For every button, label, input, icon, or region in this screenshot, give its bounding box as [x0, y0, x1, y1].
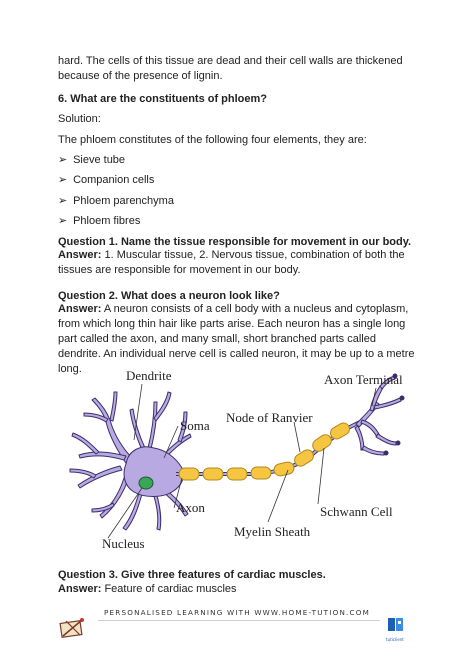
- myelin-segment: [251, 467, 271, 479]
- solution-label: Solution:: [58, 113, 101, 125]
- axon-terminal-branches: [355, 376, 401, 455]
- label-axon-terminal: Axon Terminal: [324, 372, 403, 387]
- label-myelin-sheath: Myelin Sheath: [234, 524, 311, 539]
- answer-label: Answer:: [58, 249, 102, 261]
- list-item: [58, 194, 174, 208]
- home-tution-logo-icon: [58, 616, 88, 640]
- neuron-diagram: [58, 362, 416, 558]
- myelin-segment: [227, 468, 247, 480]
- list-item-text: Companion cells: [73, 174, 155, 186]
- label-soma: Soma: [180, 418, 210, 433]
- heading-question-1: Question 1. Name the tissue responsible for movement in our body.: [58, 236, 412, 248]
- arrow-bullet-icon: ➢: [58, 174, 68, 186]
- myelin-segment: [203, 468, 223, 480]
- label-schwann-cell: Schwann Cell: [320, 504, 393, 519]
- answer-text: Feature of cardiac muscles: [101, 583, 237, 595]
- tuition-brand-icon: [386, 616, 406, 634]
- label-dendrite: Dendrite: [126, 368, 172, 383]
- list-item-text: Phloem fibres: [73, 215, 141, 227]
- footer-text: PERSONALISED LEARNING WITH WWW.HOME-TUTION.COM: [104, 608, 370, 617]
- answer-label: Answer:: [58, 583, 102, 595]
- answer-question-3: [58, 582, 420, 597]
- answer-text: 1. Muscular tissue, 2. Nervous tissue, combination of both the tissues are responsible for movement in our body.: [58, 249, 405, 276]
- answer-label: Answer:: [58, 303, 102, 315]
- tuition-brand-caption: tuticlient: [386, 637, 404, 642]
- neuron-cell-body-group: [70, 392, 191, 530]
- paragraph-lignin: hard. The cells of this tissue are dead and their cell walls are thickened because of the presence of lignin.: [58, 55, 403, 82]
- paragraph-phloem-intro: The phloem constitutes of the following four elements, they are:: [58, 134, 367, 146]
- answer-text: A neuron consists of a cell body with a nucleus and cytoplasm, from which long thin hair like parts arise. Each neuron has a single long part called the axon, and many small, short branched parts called dendrite. An individual nerve cell is called neuron, it may be up to a metre long.: [58, 303, 415, 375]
- label-node-of-ranvier: Node of Ranvier: [226, 410, 313, 425]
- list-item-text: Sieve tube: [73, 154, 126, 166]
- arrow-bullet-icon: ➢: [58, 215, 68, 227]
- arrow-bullet-icon: ➢: [58, 154, 68, 166]
- label-nucleus: Nucleus: [102, 536, 145, 551]
- list-item: [58, 153, 125, 167]
- answer-question-1: [58, 248, 420, 278]
- myelin-segment: [273, 461, 295, 477]
- list-item: [58, 214, 140, 228]
- heading-question-6: 6. What are the constituents of phloem?: [58, 93, 268, 105]
- footer-divider: [98, 620, 380, 621]
- tuition-brand-logo: [386, 616, 406, 642]
- list-item: [58, 173, 154, 187]
- label-axon: Axon: [176, 500, 205, 515]
- nucleus-shape: [139, 477, 153, 489]
- list-item-text: Phloem parenchyma: [73, 195, 174, 207]
- heading-question-3: Question 3. Give three features of cardiac muscles.: [58, 569, 326, 581]
- soma-shape: [124, 447, 183, 497]
- arrow-bullet-icon: ➢: [58, 195, 68, 207]
- heading-question-2: Question 2. What does a neuron look like?: [58, 290, 280, 302]
